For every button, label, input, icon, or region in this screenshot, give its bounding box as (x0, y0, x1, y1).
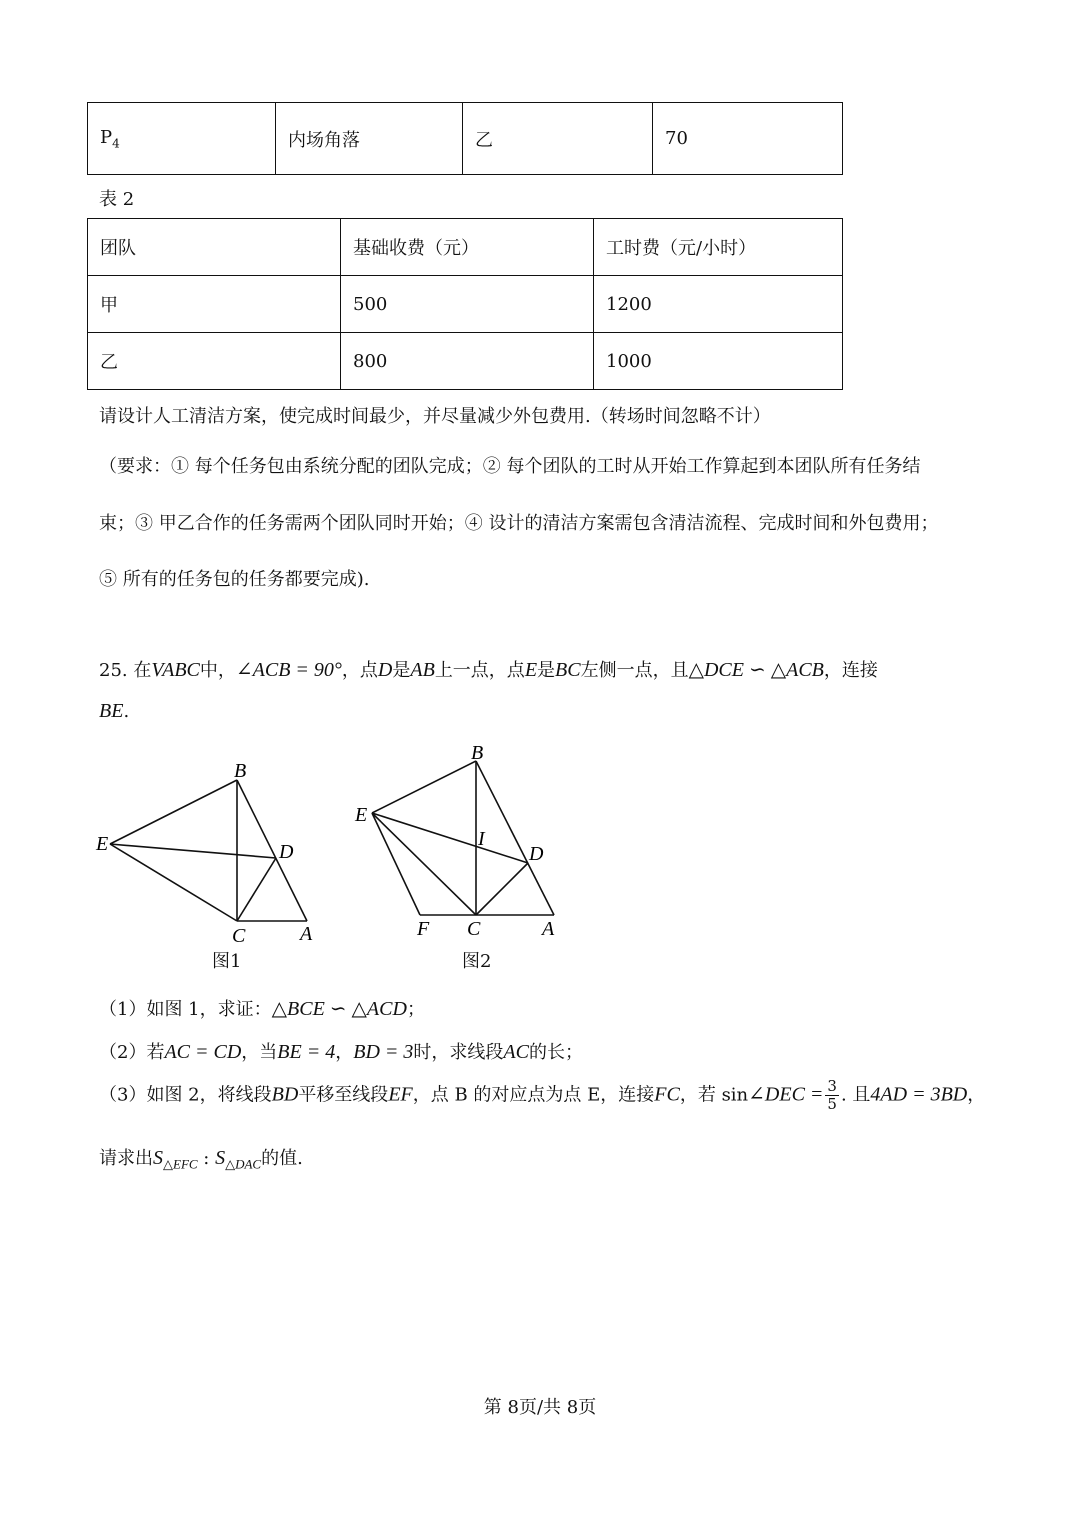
figure-2-caption: 图2 (462, 951, 492, 972)
point-label-e: E (355, 804, 368, 826)
table-1 (87, 102, 843, 175)
instruction-line: 请设计人工清洁方案，使完成时间最少，并尽量减少外包费用.（转场时间忽略不计） (99, 406, 771, 427)
problem-25-statement-cont: BE. (99, 700, 130, 722)
point-label-c: C (232, 925, 246, 947)
table-header: 工时费（元/小时） (594, 219, 843, 276)
table-cell: 内场角落 (276, 103, 463, 175)
figure-1-caption: 图1 (212, 951, 242, 972)
figure-1-diagram (90, 750, 330, 950)
point-label-a: A (300, 923, 313, 945)
question-1: （1）如图 1，求证：△BCE ∽ △ACD； (99, 998, 425, 1020)
point-label-e: E (96, 833, 109, 855)
table-row (88, 219, 843, 276)
problem-25-statement: 25. 在VABC中，∠ACB = 90°，点D是AB上一点，点E是BC左侧一点，且△DCE ∽ △ACB，连接 (99, 659, 878, 681)
table-row (88, 333, 843, 390)
table-header: 团队 (88, 219, 341, 276)
point-label-i: I (478, 828, 485, 850)
point-label-d: D (529, 843, 544, 865)
table-cell: $P_4$ (88, 103, 276, 175)
point-label-c: C (467, 918, 481, 940)
figure-2-diagram (350, 735, 590, 945)
instruction-line: （要求：① 每个任务包由系统分配的团队完成；② 每个团队的工时从开始工作算起到本团队所有任务结 (99, 456, 921, 477)
instruction-line: 束；③ 甲乙合作的任务需两个团队同时开始；④ 设计的清洁方案需包含清洁流程、完成时间和外包费用； (99, 513, 939, 534)
page-footer: 第 8页/共 8页 (483, 1397, 597, 1418)
table-cell: 1200 (594, 276, 843, 333)
table-header: 基础收费（元） (341, 219, 594, 276)
table-cell: 500 (341, 276, 594, 333)
fraction: $\frac{3}{5}$ (827, 1077, 837, 1113)
instruction-line: ⑤ 所有的任务包的任务都要完成). (99, 569, 370, 590)
point-label-d: D (279, 841, 294, 863)
question-3-cont: 请求出$S_{\triangle EFC}$ : $S_{\triangle DAC}$的值. (99, 1147, 303, 1172)
table-2 (87, 218, 843, 390)
point-label-b: B (234, 760, 247, 782)
table-cell: 乙 (463, 103, 653, 175)
question-3: （3）如图 2，将线段BD平移至线段EF，点 B 的对应点为点 E，连接FC，若 sin∠DEC = $\frac{3}{5}$ . 且4AD = 3BD， (99, 1077, 986, 1113)
table-caption: 表 2 (99, 189, 135, 210)
table-cell: 乙 (88, 333, 341, 390)
table-row (88, 103, 843, 175)
table-cell: 甲 (88, 276, 341, 333)
table-row (88, 276, 843, 333)
point-label-a: A (542, 918, 555, 940)
table-cell: 70 (653, 103, 843, 175)
point-label-f: F (417, 918, 430, 940)
table-cell: 1000 (594, 333, 843, 390)
question-2: （2）若AC = CD，当BE = 4，BD = 3时，求线段AC的长； (99, 1041, 583, 1063)
point-label-b: B (471, 742, 484, 764)
table-cell: 800 (341, 333, 594, 390)
